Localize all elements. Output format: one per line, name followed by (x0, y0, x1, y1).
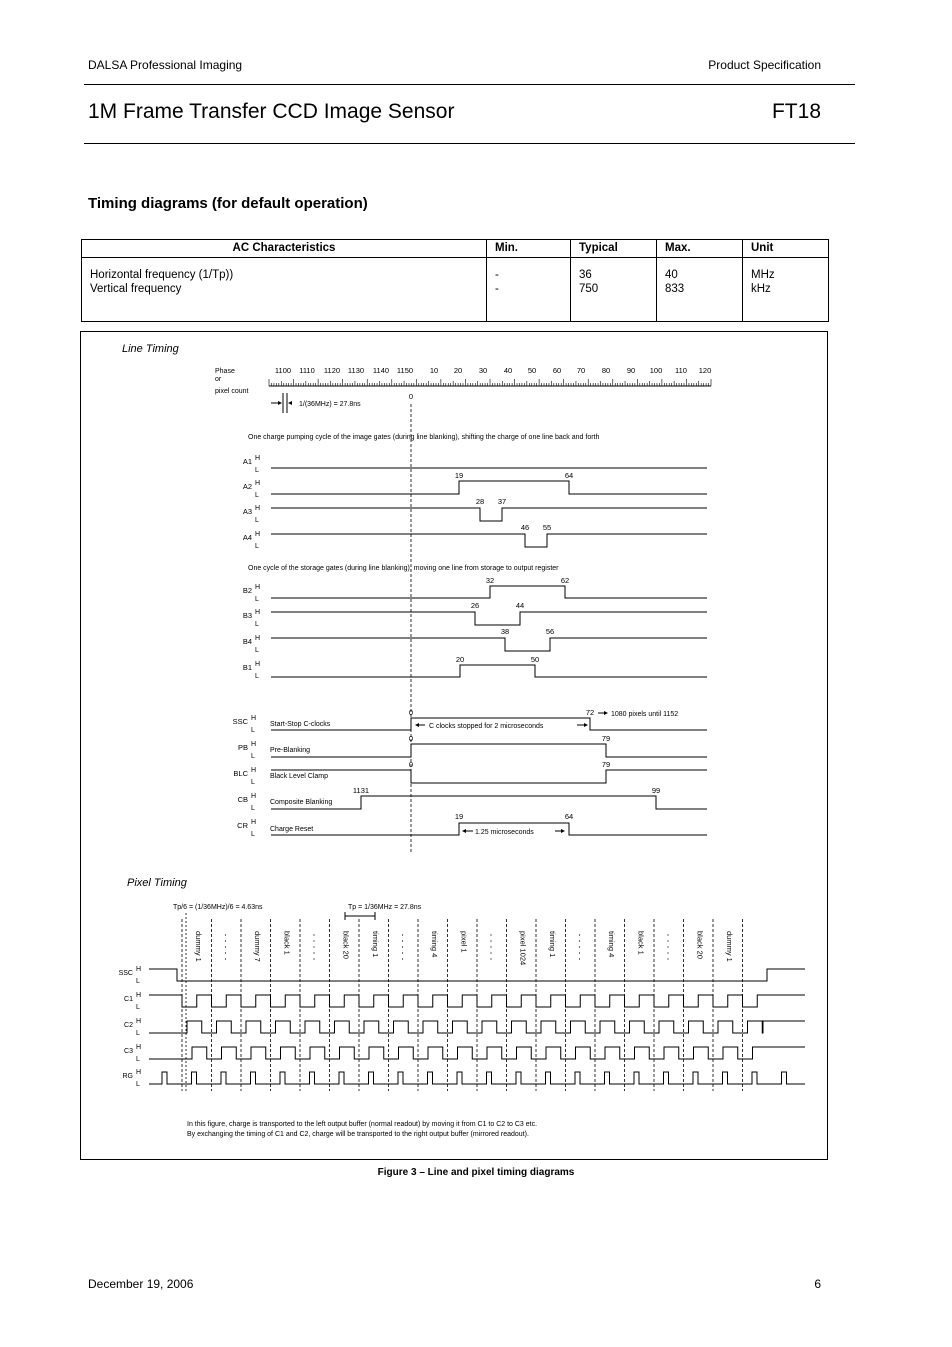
signal-cb-l: L (251, 805, 255, 812)
signal-cr-h: H (251, 819, 257, 826)
cell-min: - - (487, 258, 571, 322)
ellipsis-dot (225, 946, 226, 947)
cr-arrow-head-right (561, 829, 565, 833)
ssc-pixels-note: 1080 pixels until 1152 (611, 711, 679, 718)
pixel-timing-title: Pixel Timing (127, 877, 187, 889)
pixel-waveform-rg (149, 1072, 805, 1084)
section-title: Timing diagrams (for default operation) (88, 195, 368, 212)
scale-label: 110 (675, 366, 687, 375)
ellipsis-dot (402, 958, 403, 959)
pixel-column-label: timing 4 (430, 931, 439, 958)
header-company: DALSA Professional Imaging (88, 58, 243, 72)
figure-caption: Figure 3 – Line and pixel timing diagrams (377, 1167, 575, 1178)
pixel-signal-rg-label: RG (122, 1073, 133, 1080)
waveform-a2 (271, 481, 707, 494)
pixel-signal-h: H (136, 1044, 142, 1051)
a3-mark-end: 37 (497, 497, 507, 506)
waveform-blc (271, 770, 707, 783)
scale-label: 10 (429, 366, 439, 375)
cr-arrow-head-left (462, 829, 466, 833)
footer-date: December 19, 2006 (88, 1277, 194, 1291)
pixel-column-label: black 20 (341, 931, 351, 959)
blc-mark-start: 0 (408, 760, 414, 769)
pixel-column-label: timing 1 (371, 931, 380, 958)
waveform-pb (271, 744, 707, 757)
title-rule (84, 143, 855, 144)
signal-cb-label: CB (237, 795, 248, 804)
ellipsis-dot (667, 946, 668, 947)
ssc-desc: Start-Stop C-clocks (270, 721, 331, 728)
zero-label: 0 (408, 392, 414, 401)
signal-ssc-h: H (251, 715, 257, 722)
pixel-column-label: dummy 1 (725, 931, 734, 962)
cell-max: 40 833 (657, 258, 743, 322)
signal-a4-label: A4 (242, 533, 252, 542)
signal-b2-label: B2 (242, 586, 252, 595)
cr-note: 1.25 microseconds (475, 829, 534, 836)
ssc-mark-end: 72 (585, 708, 595, 717)
phase-label-pixel-count: pixel count (215, 388, 249, 395)
signal-a4-h: H (255, 531, 261, 538)
a3-mark-start: 28 (475, 497, 485, 506)
b4-mark-end: 56 (545, 627, 555, 636)
ellipsis-dot (667, 934, 668, 935)
tp6-note: Tp/6 = (1/36MHz)/6 = 4.63ns (173, 904, 263, 911)
pixel-signal-l: L (136, 1081, 140, 1088)
ellipsis-dot (667, 940, 668, 941)
scale-label: 1100 (274, 366, 292, 375)
waveform-b1 (271, 665, 707, 677)
signal-b1-h: H (255, 661, 261, 668)
period-arrow-head-left (288, 401, 292, 405)
waveform-b3 (271, 612, 707, 625)
scale-label: 1140 (372, 366, 390, 375)
scale-label: 120 (698, 366, 712, 375)
a2-mark-end: 64 (564, 471, 574, 480)
cr-desc: Charge Reset (270, 826, 314, 833)
pixel-column-label: dummy 7 (253, 931, 262, 962)
waveform-cb (271, 796, 707, 809)
pixel-column-label: pixel 1024 (518, 931, 528, 966)
ellipsis-dot (313, 952, 314, 953)
signal-cb-h: H (251, 793, 257, 800)
col-header-max: Max. (657, 240, 743, 258)
document-code: FT18 (771, 100, 821, 123)
timing-diagram-svg (81, 332, 827, 1159)
ellipsis-dot (667, 958, 668, 959)
pixel-note-line-2: By exchanging the timing of C1 and C2, charge will be transported to the right output buffer (mirrored readout). (187, 1131, 529, 1138)
pixel-signal-ssc-label: SSC (118, 970, 133, 977)
signal-cr-label: CR (237, 821, 248, 830)
cb-desc: Composite Blanking (270, 799, 333, 806)
ellipsis-dot (402, 946, 403, 947)
pixel-column-label: timing 4 (607, 931, 616, 958)
ellipsis-dot (490, 958, 491, 959)
ellipsis-dot (579, 940, 580, 941)
scale-label: 100 (649, 366, 663, 375)
signal-ssc-l: L (251, 727, 255, 734)
cell-unit: MHz kHz (743, 258, 829, 322)
signal-a2-l: L (255, 492, 259, 499)
ssc-pixels-arrow-head (604, 711, 608, 715)
period-arrow-head (278, 401, 282, 405)
ellipsis-dot (313, 934, 314, 935)
header-doc-type: Product Specification (708, 58, 821, 72)
scale-label: 1150 (396, 366, 414, 375)
pixel-signal-h: H (136, 992, 142, 999)
b1-mark-start: 20 (455, 655, 465, 664)
signal-b1-l: L (255, 673, 259, 680)
b2-mark-start: 32 (485, 576, 495, 585)
b1-mark-end: 50 (530, 655, 540, 664)
phase-label-or: or (215, 376, 222, 383)
ellipsis-dot (579, 958, 580, 959)
pixel-signal-l: L (136, 978, 140, 985)
scale-label: 40 (503, 366, 513, 375)
pb-desc: Pre-Blanking (270, 747, 311, 754)
signal-a2-label: A2 (242, 482, 252, 491)
image-gates-note: One charge pumping cycle of the image gates (during line blanking), shifting the charge of one line back and forth (248, 434, 600, 441)
a4-mark-start: 46 (520, 523, 530, 532)
pixel-signal-l: L (136, 1056, 140, 1063)
scale-label: 1120 (323, 366, 341, 375)
signal-blc-h: H (251, 767, 257, 774)
waveform-b4 (271, 638, 707, 651)
ellipsis-dot (667, 952, 668, 953)
header-rule (84, 84, 855, 85)
cb-mark-end: 99 (651, 786, 661, 795)
tp-note: Tp = 1/36MHz = 27.8ns (348, 904, 422, 911)
pixel-column-label: black 1 (282, 931, 292, 955)
b3-mark-start: 26 (470, 601, 480, 610)
ellipsis-dot (313, 940, 314, 941)
pb-mark-start: 0 (408, 734, 414, 743)
pixel-column-label: pixel 1 (459, 931, 469, 953)
pixel-signal-l: L (136, 1004, 140, 1011)
pixel-column-label: black 1 (636, 931, 646, 955)
waveform-a4 (271, 534, 707, 547)
ssc-stop-arrow-head-right (584, 723, 588, 727)
ellipsis-dot (402, 934, 403, 935)
pixel-signal-c3-label: C3 (124, 1048, 133, 1055)
pixel-column-label: dummy 1 (194, 931, 203, 962)
scale-label: 80 (601, 366, 611, 375)
table-header-row (82, 240, 829, 258)
cell-typical: 36 750 (571, 258, 657, 322)
footer-page-number: 6 (814, 1277, 821, 1291)
scale-label: 20 (453, 366, 463, 375)
signal-a3-l: L (255, 517, 259, 524)
signal-a1-h: H (255, 455, 261, 462)
phase-label: Phase (215, 368, 235, 375)
ellipsis-dot (490, 940, 491, 941)
pb-mark-end: 79 (601, 734, 611, 743)
signal-cr-l: L (251, 831, 255, 838)
a2-mark-start: 19 (454, 471, 464, 480)
signal-b4-label: B4 (242, 637, 252, 646)
pixel-signal-c1-label: C1 (124, 996, 133, 1003)
signal-b3-h: H (255, 609, 261, 616)
table-row (82, 258, 829, 322)
timing-figure (80, 331, 828, 1160)
signal-a1-l: L (255, 467, 259, 474)
scale-label: 1110 (299, 366, 315, 375)
ssc-stop-arrow-head-left (415, 723, 419, 727)
b3-mark-end: 44 (515, 601, 525, 610)
signal-b3-label: B3 (242, 611, 252, 620)
scale-label: 70 (576, 366, 586, 375)
blc-desc: Black Level Clamp (270, 773, 328, 780)
ellipsis-dot (579, 934, 580, 935)
pixel-waveform-c3 (149, 1047, 805, 1059)
ssc-stop-note: C clocks stopped for 2 microseconds (429, 723, 544, 730)
ellipsis-dot (313, 946, 314, 947)
ellipsis-dot (225, 952, 226, 953)
signal-b3-l: L (255, 621, 259, 628)
col-header-typical: Typical (571, 240, 657, 258)
ellipsis-dot (490, 934, 491, 935)
signal-b4-h: H (255, 635, 261, 642)
signal-a3-label: A3 (242, 507, 252, 516)
scale-label: 60 (552, 366, 562, 375)
signal-a1-label: A1 (242, 457, 252, 466)
line-timing-title: Line Timing (122, 343, 179, 355)
pixel-signal-c2-label: C2 (124, 1022, 133, 1029)
ellipsis-dot (402, 952, 403, 953)
cr-mark-start: 19 (454, 812, 464, 821)
signal-a4-l: L (255, 543, 259, 550)
ellipsis-dot (579, 946, 580, 947)
ellipsis-dot (579, 952, 580, 953)
ac-characteristics-table (81, 239, 829, 322)
blc-mark-end: 79 (601, 760, 611, 769)
ellipsis-dot (490, 946, 491, 947)
b2-mark-end: 62 (560, 576, 570, 585)
signal-pb-label: PB (237, 743, 248, 752)
cr-mark-end: 64 (564, 812, 574, 821)
signal-blc-label: BLC (233, 769, 248, 778)
signal-b2-h: H (255, 584, 261, 591)
ellipsis-dot (225, 958, 226, 959)
ellipsis-dot (402, 940, 403, 941)
waveform-b2 (271, 586, 707, 598)
signal-ssc-label: SSC (232, 717, 248, 726)
signal-b2-l: L (255, 596, 259, 603)
col-header-unit: Unit (743, 240, 829, 258)
col-header-min: Min. (487, 240, 571, 258)
pixel-note-line-1: In this figure, charge is transported to the left output buffer (normal readout) by moving it from C1 to C2 to C3 etc. (187, 1121, 538, 1128)
signal-a3-h: H (255, 505, 261, 512)
scale-label: 90 (626, 366, 636, 375)
col-header-characteristics: AC Characteristics (82, 240, 487, 258)
pixel-signal-h: H (136, 1069, 142, 1076)
signal-b1-label: B1 (242, 663, 252, 672)
signal-a2-h: H (255, 480, 261, 487)
ellipsis-dot (313, 958, 314, 959)
scale-label: 1130 (347, 366, 365, 375)
signal-blc-l: L (251, 779, 255, 786)
waveform-a3 (271, 508, 707, 521)
cb-mark-start: 1131 (352, 786, 370, 795)
signal-pb-l: L (251, 753, 255, 760)
ellipsis-dot (225, 940, 226, 941)
storage-gates-note: One cycle of the storage gates (during line blanking), moving one line from storage to output register (248, 565, 559, 572)
ssc-mark-start: 0 (408, 708, 414, 717)
signal-b4-l: L (255, 647, 259, 654)
pixel-signal-h: H (136, 1018, 142, 1025)
ellipsis-dot (225, 934, 226, 935)
period-note: 1/(36MHz) = 27.8ns (299, 401, 361, 408)
scale-label: 50 (527, 366, 537, 375)
signal-pb-h: H (251, 741, 257, 748)
pixel-signal-h: H (136, 966, 142, 973)
ellipsis-dot (490, 952, 491, 953)
cell-characteristics: Horizontal frequency (1/Tp)) Vertical frequency (82, 258, 487, 322)
pixel-column-label: black 20 (695, 931, 705, 959)
scale-label: 30 (478, 366, 488, 375)
pixel-column-label: timing 1 (548, 931, 557, 958)
a4-mark-end: 55 (542, 523, 552, 532)
document-title: 1M Frame Transfer CCD Image Sensor (88, 100, 455, 123)
pixel-waveform-c1 (149, 995, 805, 1007)
b4-mark-start: 38 (500, 627, 510, 636)
pixel-signal-l: L (136, 1030, 140, 1037)
